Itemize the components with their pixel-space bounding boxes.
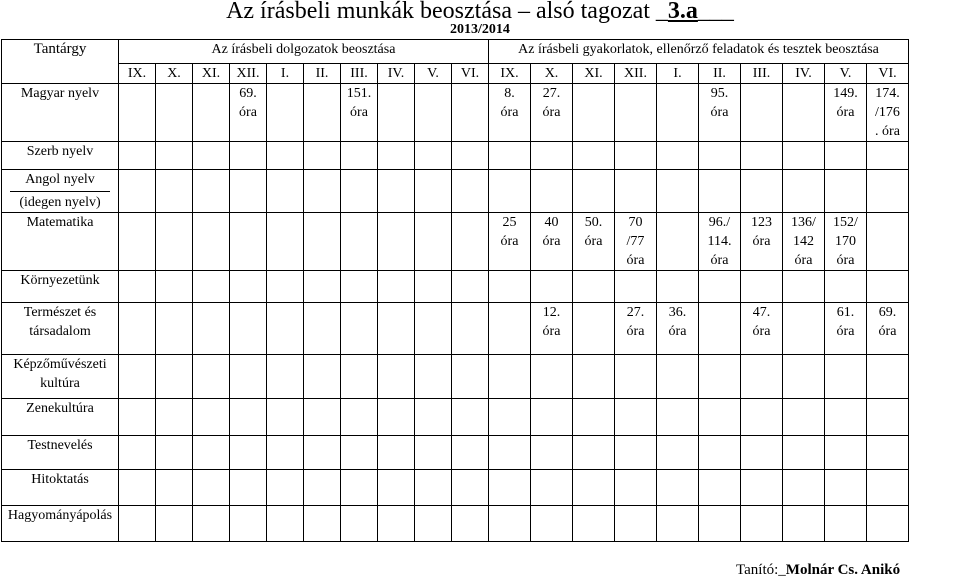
header-row-groups	[2, 40, 909, 64]
month-left-v: V.	[415, 64, 452, 84]
row-hagyomanyapolas	[2, 506, 909, 542]
matek-exercise-v: 152/ 170 óra	[833, 215, 858, 268]
month-right-xii: XII.	[615, 64, 657, 84]
subject-termeszet-es-tarsadalom: Természet és társadalom	[2, 303, 119, 355]
month-left-iii: III.	[341, 64, 378, 84]
termeszet-exercise-iii: 47. óra	[752, 305, 771, 339]
matek-exercise-iv: 136/ 142 óra	[791, 215, 816, 268]
divider-line	[10, 191, 110, 192]
month-right-iv: IV.	[783, 64, 825, 84]
matek-exercise-xi: 50. óra	[584, 215, 603, 249]
month-right-x: X.	[531, 64, 573, 84]
teacher-name: Molnár Cs. Anikó	[785, 562, 901, 578]
month-left-xi: XI.	[193, 64, 230, 84]
month-right-ix: IX.	[489, 64, 531, 84]
row-szerb-nyelv	[2, 142, 909, 170]
termeszet-exercise-vi: 69. óra	[878, 305, 897, 339]
subject-szerb-nyelv: Szerb nyelv	[2, 142, 119, 170]
subject-hitoktatas: Hitoktatás	[2, 470, 119, 506]
month-right-i: I.	[657, 64, 699, 84]
group-header-exercises: Az írásbeli gyakorlatok, ellenőrző feladatok és tesztek beosztása	[489, 40, 909, 64]
subject-kepzomuveszeti-kultura: Képzőművészeti kultúra	[2, 355, 119, 399]
month-right-iii: III.	[741, 64, 783, 84]
subject-angol-note: (idegen nyelv)	[19, 195, 101, 210]
teacher-label: Tanító:_	[736, 562, 786, 578]
matek-exercise-ix: 25 óra	[500, 215, 519, 249]
month-right-xi: XI.	[573, 64, 615, 84]
month-right-ii: II.	[699, 64, 741, 84]
month-left-xii: XII.	[230, 64, 267, 84]
row-angol-nyelv	[2, 170, 909, 213]
header-row-months	[2, 64, 909, 84]
month-left-iv: IV.	[378, 64, 415, 84]
subject-matematika: Matematika	[2, 213, 119, 271]
schedule-table	[1, 39, 909, 542]
termeszet-exercise-x: 12. óra	[542, 305, 561, 339]
matek-exercise-iii: 123 óra	[751, 215, 772, 249]
magyar-exercise-vi: 174. /176 . óra	[875, 86, 900, 139]
class-name: 3.a	[667, 0, 698, 24]
matek-exercise-xii: 70 /77 óra	[626, 215, 645, 268]
subject-zenekultura: Zenekultúra	[2, 399, 119, 436]
magyar-exercise-v: 149. óra	[833, 86, 858, 120]
subject-header: Tantárgy	[2, 40, 119, 84]
row-termeszet-es-tarsadalom	[2, 303, 909, 355]
subject-magyar-nyelv: Magyar nyelv	[2, 84, 119, 142]
matek-exercise-x: 40 óra	[542, 215, 561, 249]
row-testneveles	[2, 436, 909, 470]
subject-hagyomanyapolas: Hagyományápolás	[2, 506, 119, 542]
subject-testneveles: Testnevelés	[2, 436, 119, 470]
termeszet-exercise-xii: 27. óra	[626, 305, 645, 339]
magyar-test-iii: 151. óra	[346, 86, 372, 120]
magyar-test-xii: 69. óra	[239, 86, 257, 120]
school-year: 2013/2014	[450, 22, 510, 37]
magyar-exercise-ix: 8. óra	[500, 86, 519, 120]
termeszet-exercise-i: 36. óra	[668, 305, 687, 339]
termeszet-exercise-v: 61. óra	[836, 305, 855, 339]
teacher-signature	[736, 562, 900, 579]
row-kepzomuveszeti-kultura	[2, 355, 909, 399]
row-zenekultura	[2, 399, 909, 436]
month-left-i: I.	[267, 64, 304, 84]
month-left-vi: VI.	[452, 64, 489, 84]
month-left-x: X.	[156, 64, 193, 84]
subject-angol-nyelv	[2, 170, 119, 213]
month-left-ix: IX.	[119, 64, 156, 84]
month-right-vi: VI.	[867, 64, 909, 84]
row-kornyezetunk	[2, 271, 909, 303]
row-hitoktatas	[2, 470, 909, 506]
document-title: Az írásbeli munkák beosztása – alsó tagozat _3.a___	[226, 0, 734, 24]
row-matematika	[2, 213, 909, 271]
matek-exercise-ii: 96./ 114. óra	[707, 215, 732, 268]
subject-kornyezetunk: Környezetünk	[2, 271, 119, 303]
group-header-tests: Az írásbeli dolgozatok beosztása	[119, 40, 489, 64]
magyar-exercise-x: 27. óra	[542, 86, 561, 120]
month-left-ii: II.	[304, 64, 341, 84]
month-right-v: V.	[825, 64, 867, 84]
subject-angol-label: Angol nyelv	[25, 172, 95, 187]
row-magyar-nyelv	[2, 84, 909, 142]
magyar-exercise-ii: 95. óra	[710, 86, 729, 120]
